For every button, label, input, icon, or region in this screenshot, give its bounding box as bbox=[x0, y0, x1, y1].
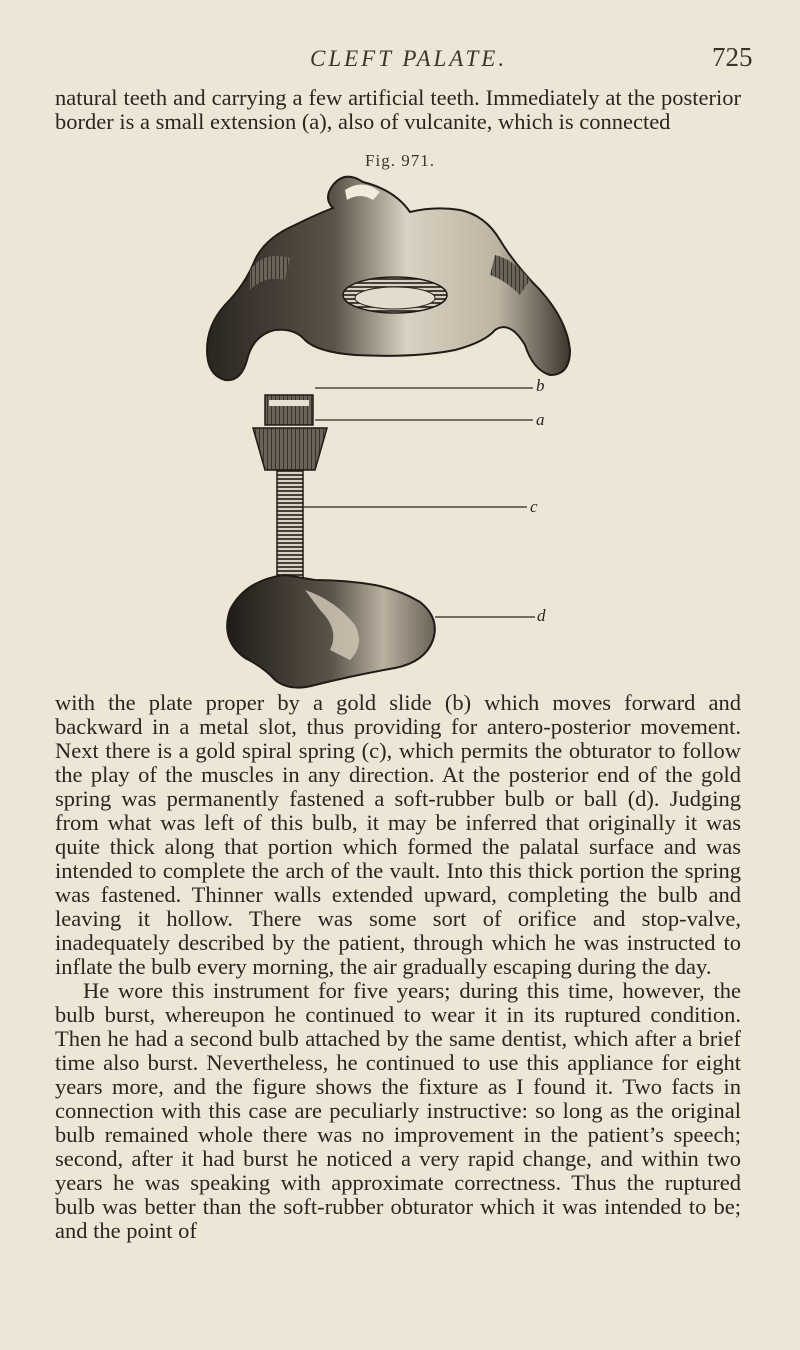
paragraph-text: natural teeth and carrying a few artificial teeth. Immediately at the posterior border is a small extension (a), also of vulcanite, which is connected bbox=[55, 85, 741, 134]
obturator-illustration bbox=[195, 170, 595, 695]
vulcanite-plate bbox=[207, 177, 570, 381]
paragraph-continued: with the plate proper by a gold slide (b) which moves forward and backward in a metal slot, thus providing for antero-posterior movement. Next there is a gold spiral spring (c), which permits the obturator to follow the play of the muscles in any direction. At the posterior end of the gold spring was permanently fastened a soft-rubber bulb or ball (d). Judging from what was left of this bulb, it may be inferred that originally it was quite thick along that portion which formed the palatal surface and was intended to complete the arch of the vault. Into this thick portion the spring was fastened. Thinner walls extended upward, completing the bulb and leaving it hollow. There was some sort of orifice and stop-valve, inadequately described by the patient, through which he was instructed to inflate the bulb every morning, the air gradually escaping during the day. bbox=[55, 690, 741, 979]
gold-slide bbox=[265, 395, 313, 425]
figure-label-b: b bbox=[536, 376, 545, 395]
body-text bbox=[55, 691, 741, 1243]
running-title: CLEFT PALATE. bbox=[310, 46, 508, 71]
obturator-figure bbox=[195, 170, 595, 695]
top-paragraph bbox=[55, 86, 741, 134]
figure-caption: Fig. 971. bbox=[365, 151, 435, 170]
gold-spiral-spring bbox=[277, 470, 303, 580]
figure-label-a: a bbox=[536, 410, 545, 429]
paragraph: He wore this instrument for five years; during this time, however, the bulb burst, whereupon he continued to wear it in its ruptured condition. Then he had a second bulb attached by the same dentist, which after a brief time also burst. Nevertheless, he continued to use this appliance for eight years more, and the figure shows the fixture as I found it. Two facts in connection with this case are peculiarly instructive: so long as the original bulb remained whole there was no improvement in the patient’s speech; second, after it had burst he noticed a very rapid change, and within two years he was speaking with approximate correctness. Thus the ruptured bulb was better than the soft-rubber obturator which it was intended to be; and the point of bbox=[55, 978, 741, 1243]
vulcanite-extension bbox=[253, 428, 327, 470]
soft-rubber-bulb bbox=[227, 575, 435, 688]
figure-label-d: d bbox=[537, 606, 546, 625]
figure-label-c: c bbox=[530, 497, 538, 516]
page-number: 725 bbox=[712, 42, 753, 72]
running-head bbox=[0, 40, 800, 80]
